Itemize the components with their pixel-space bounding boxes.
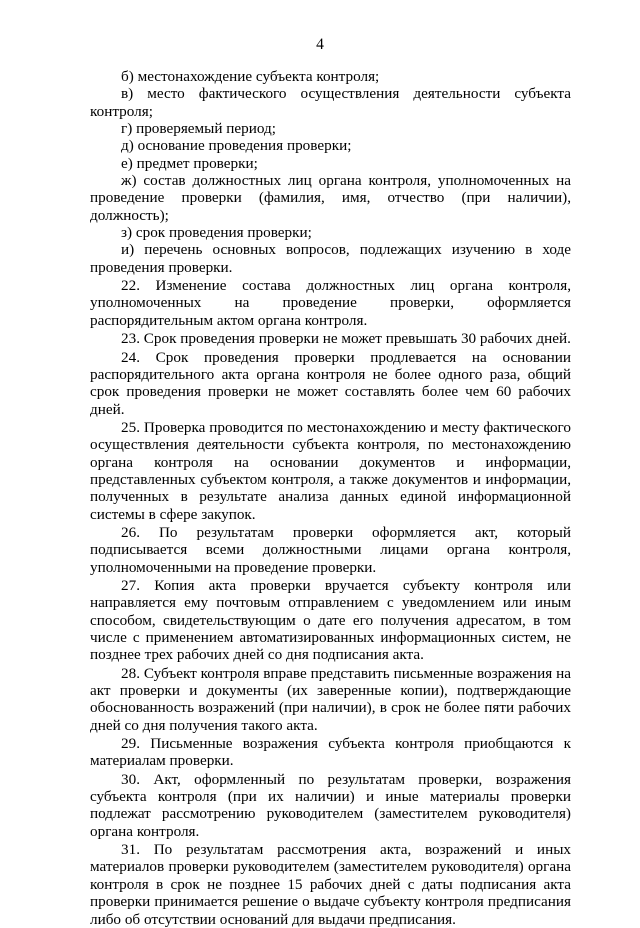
clause-25: 25. Проверка проводится по местонахождению и месту фактического осуществления деятельности субъекта контроля, по местонахождению органа контроля на основании документов и информации, представленных субъектом контроля, а также документов и информации, полученных в результате анализа данных единой информационной системы в сфере закупок. bbox=[90, 418, 571, 523]
list-item-e: е) предмет проверки; bbox=[121, 154, 258, 172]
document-body bbox=[90, 68, 571, 928]
clause-27: 27. Копия акта проверки вручается субъекту контроля или направляется ему почтовым отправлением с уведомлением или иным способом, свидетельствующим о дате его получения адресатом, в том числе с применением автоматизированных информационных систем, не позднее трех рабочих дней со дня подписания акта. bbox=[90, 576, 571, 664]
clause-29: 29. Письменные возражения субъекта контроля приобщаются к материалам проверки. bbox=[90, 735, 571, 770]
clause-28: 28. Субъект контроля вправе представить письменные возражения на акт проверки и документы (их заверенные копии), подтверждающие обоснованность возражений (при наличии), в срок не более пяти рабочих дней со дня получения такого акта. bbox=[90, 664, 571, 734]
clause-31: 31. По результатам рассмотрения акта, возражений и иных материалов проверки руководителем (заместителем руководителя) органа контроля в срок не позднее 15 рабочих дней с даты подписания акта проверки принимается решение о выдаче субъекту контроля предписания либо об отсутствии оснований для выдачи предписания. bbox=[90, 841, 571, 928]
clause-24: 24. Срок проведения проверки продлевается на основании распорядительного акта органа контроля не более одного раза, общий срок проведения проверки не может составлять более чем 60 рабочих дней. bbox=[90, 348, 571, 418]
list-item-g: г) проверяемый период; bbox=[121, 120, 276, 138]
clause-23: 23. Срок проведения проверки не может превышать 30 рабочих дней. bbox=[121, 330, 571, 348]
list-item-d: д) основание проведения проверки; bbox=[121, 137, 352, 155]
list-item-zh: ж) состав должностных лиц органа контроля, уполномоченных на проведение проверки (фамилия, имя, отчество (при наличии), должность); bbox=[90, 172, 571, 224]
clause-26: 26. По результатам проверки оформляется акт, который подписывается всеми должностными лицами органа контроля, уполномоченными на проведение проверки. bbox=[90, 523, 571, 576]
list-item-b: б) местонахождение субъекта контроля; bbox=[121, 68, 380, 85]
page-number: 4 bbox=[316, 36, 324, 53]
clause-22: 22. Изменение состава должностных лиц органа контроля, уполномоченных на проведение проверки, оформляется распорядительным актом органа контроля. bbox=[90, 277, 571, 329]
list-item-i: и) перечень основных вопросов, подлежащих изучению в ходе проведения проверки. bbox=[90, 241, 571, 276]
clause-30: 30. Акт, оформленный по результатам проверки, возражения субъекта контроля (при их наличии) и иные материалы проверки подлежат рассмотрению руководителем (заместителем руководителя) органа контроля. bbox=[90, 770, 571, 840]
list-item-v: в) место фактического осуществления деятельности субъекта контроля; bbox=[90, 85, 571, 120]
list-item-z: з) срок проведения проверки; bbox=[121, 224, 312, 242]
